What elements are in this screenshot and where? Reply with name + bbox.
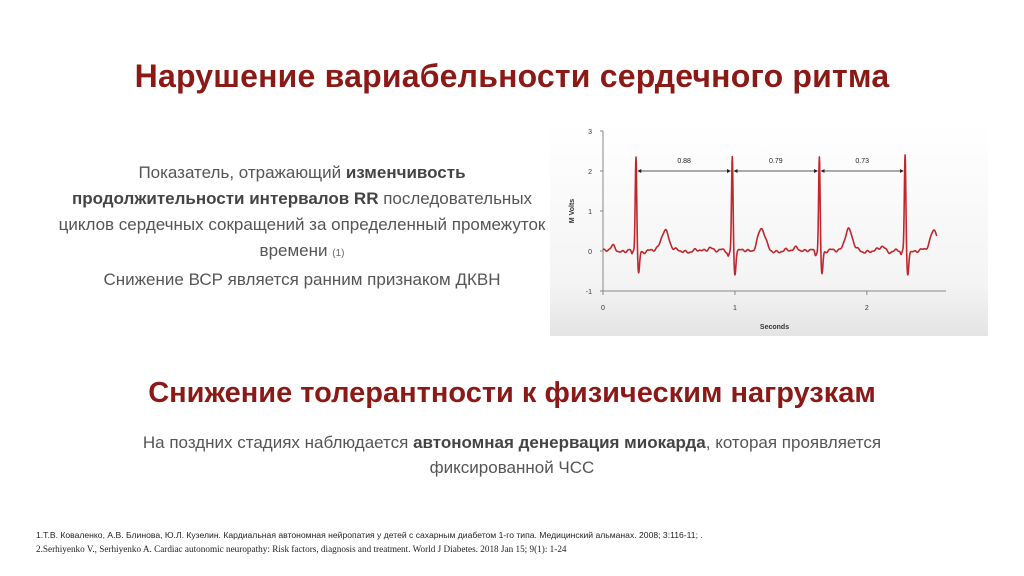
para-text-2: , которая проявляется фиксированной ЧСС (429, 433, 882, 477)
desc-ref-marker: (1) (332, 248, 345, 259)
ecg-chart-panel (550, 123, 988, 336)
desc-text-3: Снижение ВСР является ранним признаком ДКВН (103, 270, 501, 289)
desc-bold-term: изменчивость продолжительности интервалов RR (71, 163, 466, 208)
reference-1: 1.Т.В. Коваленко, А.В. Блинова, Ю.Л. Кузелин. Кардиальная автономная нейропатия у детей с сахарным диабетом 1-го типа. Медицинский альманах. 2008; 3:116-11; . (36, 530, 703, 540)
rr-interval-label: 0.79 (769, 158, 783, 165)
ecg-trace (603, 155, 937, 275)
para-text-1: На поздних стадиях наблюдается (142, 433, 414, 452)
rr-interval-label: 0.88 (677, 158, 691, 165)
hrv-description (52, 160, 552, 293)
x-axis-label: Seconds (759, 324, 790, 331)
y-axis-label: M Volts (569, 198, 576, 224)
section-subtitle: Снижение толерантности к физическим нагрузкам (148, 377, 876, 409)
desc-text-2: последовательных циклов сердечных сокращений за определенный промежуток времени (58, 189, 546, 260)
x-tick-label: 2 (864, 305, 869, 312)
y-tick-label: -1 (585, 289, 592, 296)
x-tick-label: 0 (601, 305, 605, 312)
slide-title: Нарушение вариабельности сердечного ритма (134, 58, 890, 94)
references (36, 528, 996, 556)
rr-interval-label: 0.73 (855, 158, 870, 165)
para-bold-term: автономная денервация миокарда (413, 433, 706, 452)
y-tick-label: 1 (588, 209, 592, 216)
x-tick-label: 1 (732, 305, 737, 312)
y-tick-label: 0 (588, 249, 592, 256)
reference-2: 2.Serhiyenko V., Serhiyenko A. Cardiac autonomic neuropathy: Risk factors, diagnosis and treatment. World J Diabetes. 2018 Jan 15; 9(1): 1-24 (36, 544, 567, 554)
ecg-chart (550, 123, 988, 336)
y-tick-label: 3 (588, 129, 592, 136)
denervation-paragraph (80, 430, 944, 480)
desc-text-1: Показатель, отражающий (138, 163, 346, 182)
y-tick-label: 2 (588, 169, 592, 176)
